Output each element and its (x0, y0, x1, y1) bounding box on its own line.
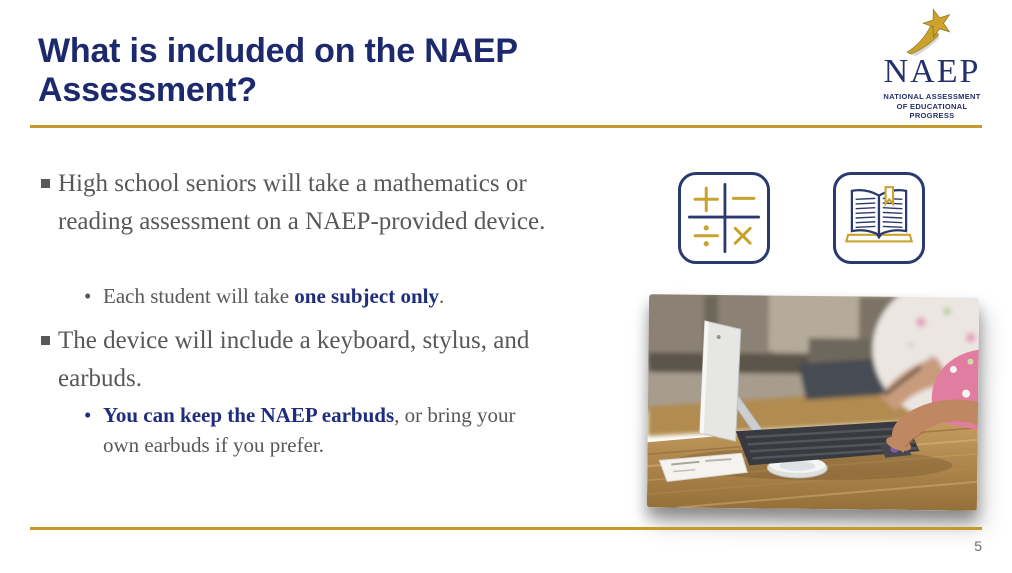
student-device-photo (647, 294, 979, 510)
footer-divider-rule (30, 527, 982, 530)
slide-title-line2: Assessment? (38, 71, 257, 109)
naep-logo-subtitle-line2: OF EDUCATIONAL (896, 101, 968, 111)
naep-logo-acronym: NAEP (883, 53, 981, 90)
sub-bullet-1-pre: Each student will take (103, 284, 295, 308)
gold-star-icon (900, 6, 964, 56)
naep-logo-subtitle-line1: NATIONAL ASSESSMENT (883, 92, 981, 101)
slide-title-line1: What is included on the NAEP (38, 32, 518, 70)
naep-logo-subtitle-line3: PROGRESS (909, 111, 955, 120)
sub-bullet-1-post: . (438, 284, 445, 308)
bullet-item-1: High school seniors will take a mathematics or reading assessment on a NAEP-provided device. (58, 170, 546, 235)
naep-logo (868, 6, 996, 121)
bullet-square-marker (41, 179, 50, 188)
page-number: 5 (974, 538, 982, 554)
bullet-item-2: The device will include a keyboard, stylus, and earbuds. (58, 327, 530, 392)
slide-title (38, 32, 518, 110)
math-operations-icon (678, 172, 770, 264)
sub-bullet-item-2 (103, 400, 555, 460)
naep-logo-subtitle (868, 92, 996, 121)
sub-bullet-2-bold: You can keep the NAEP earbuds (103, 403, 395, 427)
sub-bullet-item-1 (103, 281, 623, 311)
bullet-square-marker (41, 336, 50, 345)
sub-bullet-dot-marker: • (84, 284, 92, 308)
sub-bullet-1-bold: one subject only (294, 284, 439, 308)
sub-bullet-dot-marker: • (84, 403, 92, 427)
sub-bullet-2-post: , or bring your own earbuds if you prefer. (103, 403, 516, 457)
title-divider-rule (30, 125, 982, 128)
open-book-icon (833, 172, 925, 264)
